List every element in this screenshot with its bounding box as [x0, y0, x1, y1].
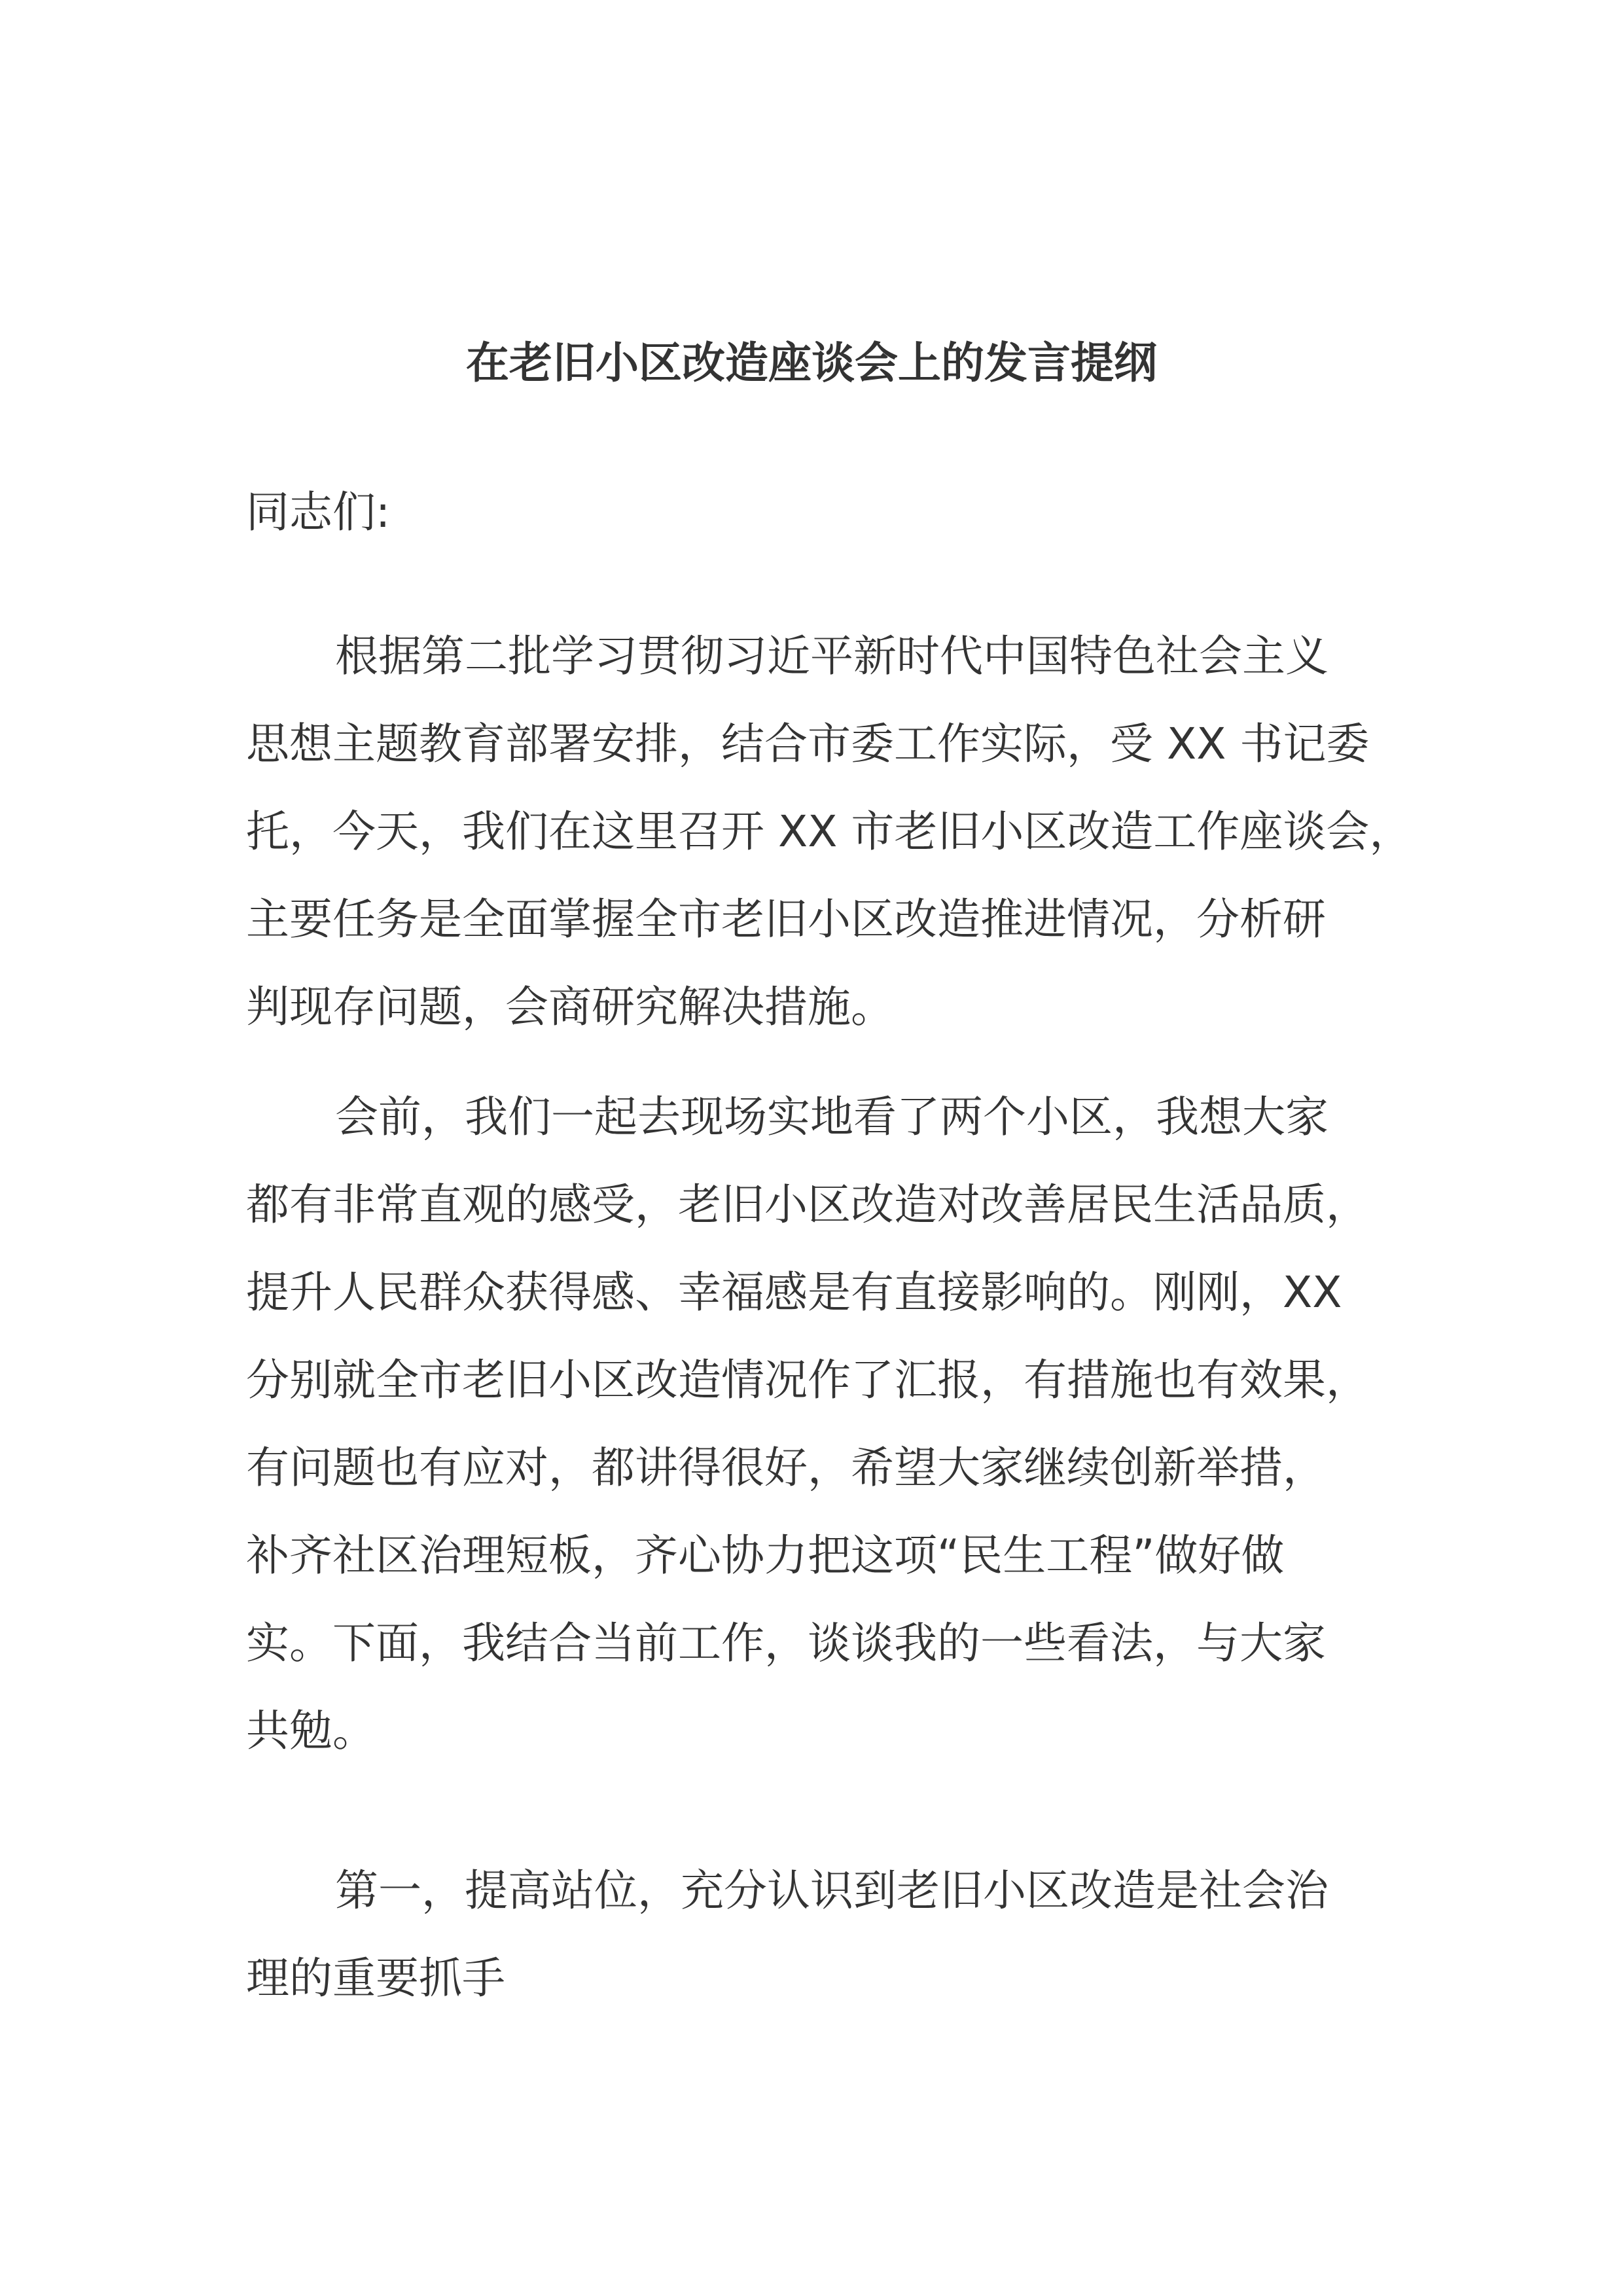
document-title: 在老旧小区改造座谈会上的发言提纲	[466, 338, 1157, 388]
paragraph-line: 思想主题教育部署安排，结合市委工作实际，受 XX 书记委	[246, 719, 1370, 769]
paragraph-section-one	[246, 1847, 1411, 2022]
paragraph-opening	[246, 613, 1411, 1051]
paragraph-site-visit	[246, 1073, 1411, 1775]
paragraph-line: 提升人民群众获得感、幸福感是有直接影响的。刚刚，XX	[246, 1267, 1342, 1318]
paragraph-line: 判现存问题，会商研究解决措施。	[246, 982, 894, 1032]
paragraph-line: 第一，提高站位，充分认识到老旧小区改造是社会治	[335, 1865, 1329, 1916]
paragraph-line: 共勉。	[246, 1706, 376, 1756]
paragraph-line: 都有非常直观的感受，老旧小区改造对改善居民生活品质，	[246, 1179, 1369, 1230]
paragraph-line: 有问题也有应对，都讲得很好，希望大家继续创新举措，	[246, 1443, 1326, 1493]
paragraph-line: 会前，我们一起去现场实地看了两个小区，我想大家	[335, 1092, 1329, 1142]
paragraph-line: 根据第二批学习贯彻习近平新时代中国特色社会主义	[335, 631, 1329, 681]
paragraph-line: 理的重要抓手	[246, 1953, 505, 2003]
paragraph-line: 托，今天，我们在这里召开 XX 市老旧小区改造工作座谈会，	[246, 806, 1413, 857]
salutation: 同志们:	[246, 487, 391, 537]
paragraph-line: 分别就全市老旧小区改造情况作了汇报，有措施也有效果，	[246, 1355, 1369, 1405]
paragraph-line: 主要任务是全面掌握全市老旧小区改造推进情况，分析研	[246, 894, 1326, 944]
paragraph-line: 实。下面，我结合当前工作，谈谈我的一些看法，与大家	[246, 1618, 1326, 1668]
paragraph-line: 补齐社区治理短板，齐心协力把这项“民生工程”做好做	[246, 1530, 1285, 1581]
